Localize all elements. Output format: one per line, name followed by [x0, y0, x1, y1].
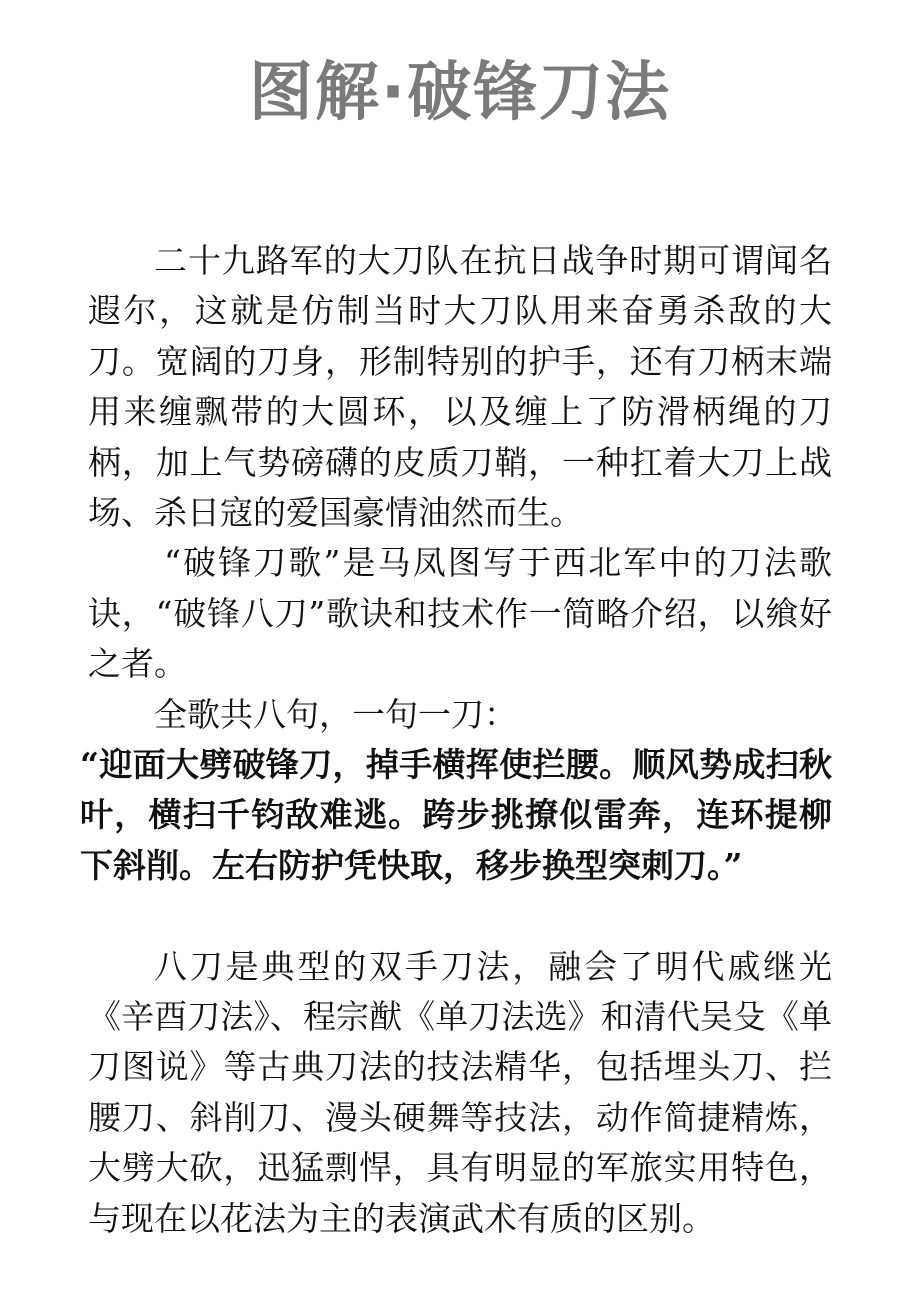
closing-paragraph: 八刀是典型的双手刀法，融会了明代戚继光《辛酉刀法》、程宗猷《单刀法选》和清代吴殳《单刀图说》等古典刀法的技法精华，包括埋头刀、拦腰刀、斜削刀、漫头硬舞等技法，动作简捷精炼，大劈大砍，迅猛剽悍，具有明显的军旅实用特色，与现在以花法为主的表演武术有质的区别。 — [88, 946, 832, 1238]
song-verse: “迎面大劈破锋刀，掉手横挥使拦腰。顺风势成扫秋叶，横扫千钧敌难逃。跨步挑撩似雷奔，连环提柳下斜削。左右防护凭快取，移步换型突刺刀。” — [80, 745, 832, 885]
song-summary-paragraph: 全歌共八句，一句一刀： — [154, 694, 517, 734]
paragraph-spacer — [88, 891, 832, 941]
document-body — [80, 236, 832, 1244]
document-title: 图解·破锋刀法 — [248, 56, 672, 130]
song-intro-paragraph: “破锋刀歌”是马凤图写于西北军中的刀法歌诀，“破锋八刀”歌诀和技术作一简略介绍，以飨好之者。 — [88, 543, 832, 684]
intro-paragraph: 二十九路军的大刀队在抗日战争时期可谓闻名遐尔，这就是仿制当时大刀队用来奋勇杀敌的大刀。宽阔的刀身，形制特别的护手，还有刀柄末端用来缠飘带的大圆环，以及缠上了防滑柄绳的刀柄，加上气势磅礴的皮质刀鞘，一种扛着大刀上战场、杀日寇的爱国豪情油然而生。 — [88, 241, 832, 533]
